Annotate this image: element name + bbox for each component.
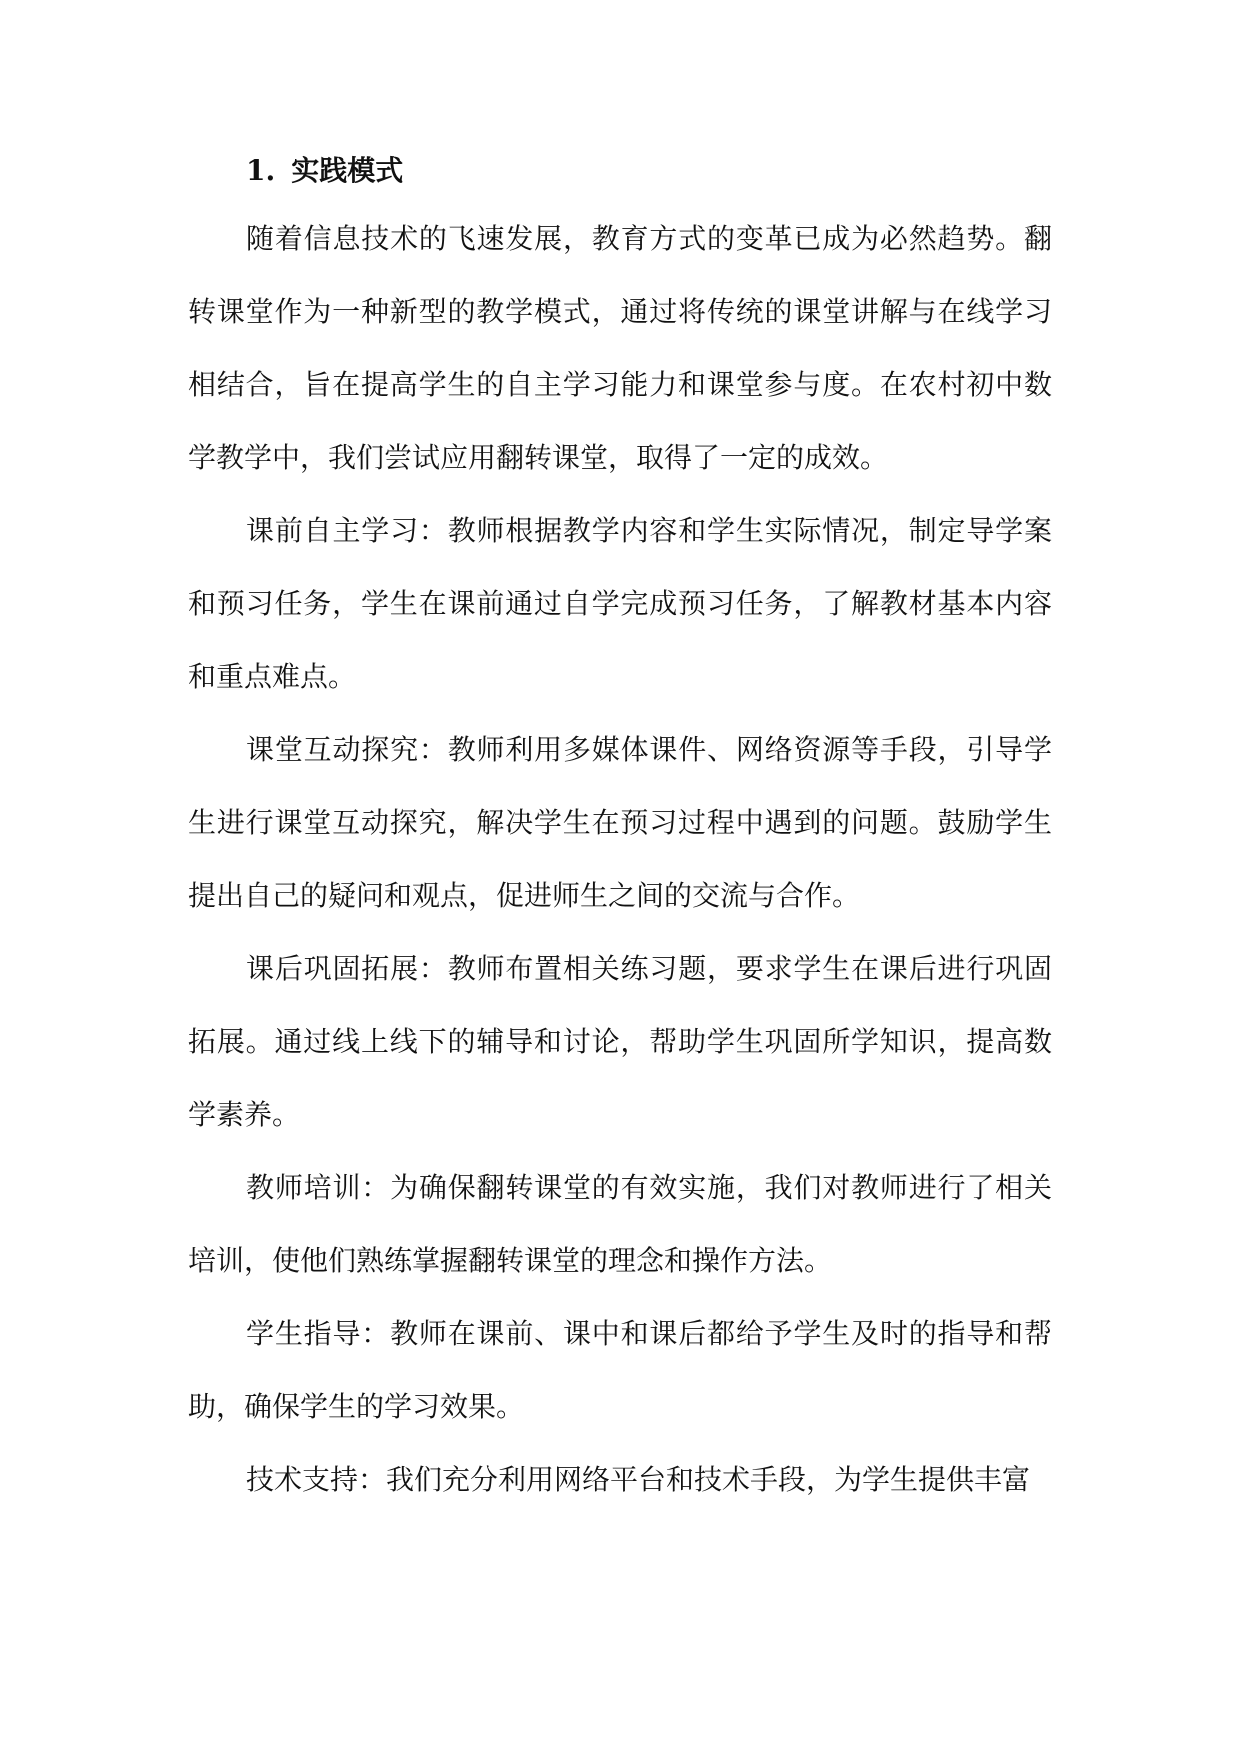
document-body — [188, 140, 1052, 1516]
paragraph-teacher-training: 教师培训：为确保翻转课堂的有效实施，我们对教师进行了相关培训，使他们熟练掌握翻转课堂的理念和操作方法。 — [188, 1171, 1052, 1277]
paragraph-classroom-inquiry: 课堂互动探究：教师利用多媒体课件、网络资源等手段，引导学生进行课堂互动探究，解决学生在预习过程中遇到的问题。鼓励学生提出自己的疑问和观点，促进师生之间的交流与合作。 — [188, 733, 1052, 912]
paragraph-postclass-consolidation: 课后巩固拓展：教师布置相关练习题，要求学生在课后进行巩固拓展。通过线上线下的辅导和讨论，帮助学生巩固所学知识，提高数学素养。 — [188, 952, 1052, 1131]
paragraph-intro: 随着信息技术的飞速发展，教育方式的变革已成为必然趋势。翻转课堂作为一种新型的教学模式，通过将传统的课堂讲解与在线学习相结合，旨在提高学生的自主学习能力和课堂参与度。在农村初中数学教学中，我们尝试应用翻转课堂，取得了一定的成效。 — [188, 222, 1052, 474]
section-heading — [188, 140, 1052, 202]
section-number: 1. — [246, 154, 276, 187]
section-title: 实践模式 — [291, 154, 404, 187]
paragraph-technical-support: 技术支持：我们充分利用网络平台和技术手段，为学生提供丰富 — [246, 1463, 1031, 1496]
paragraph-preclass-study: 课前自主学习：教师根据教学内容和学生实际情况，制定导学案和预习任务，学生在课前通过自学完成预习任务，了解教材基本内容和重点难点。 — [188, 514, 1052, 693]
paragraph-student-guidance: 学生指导：教师在课前、课中和课后都给予学生及时的指导和帮助，确保学生的学习效果。 — [188, 1317, 1052, 1423]
